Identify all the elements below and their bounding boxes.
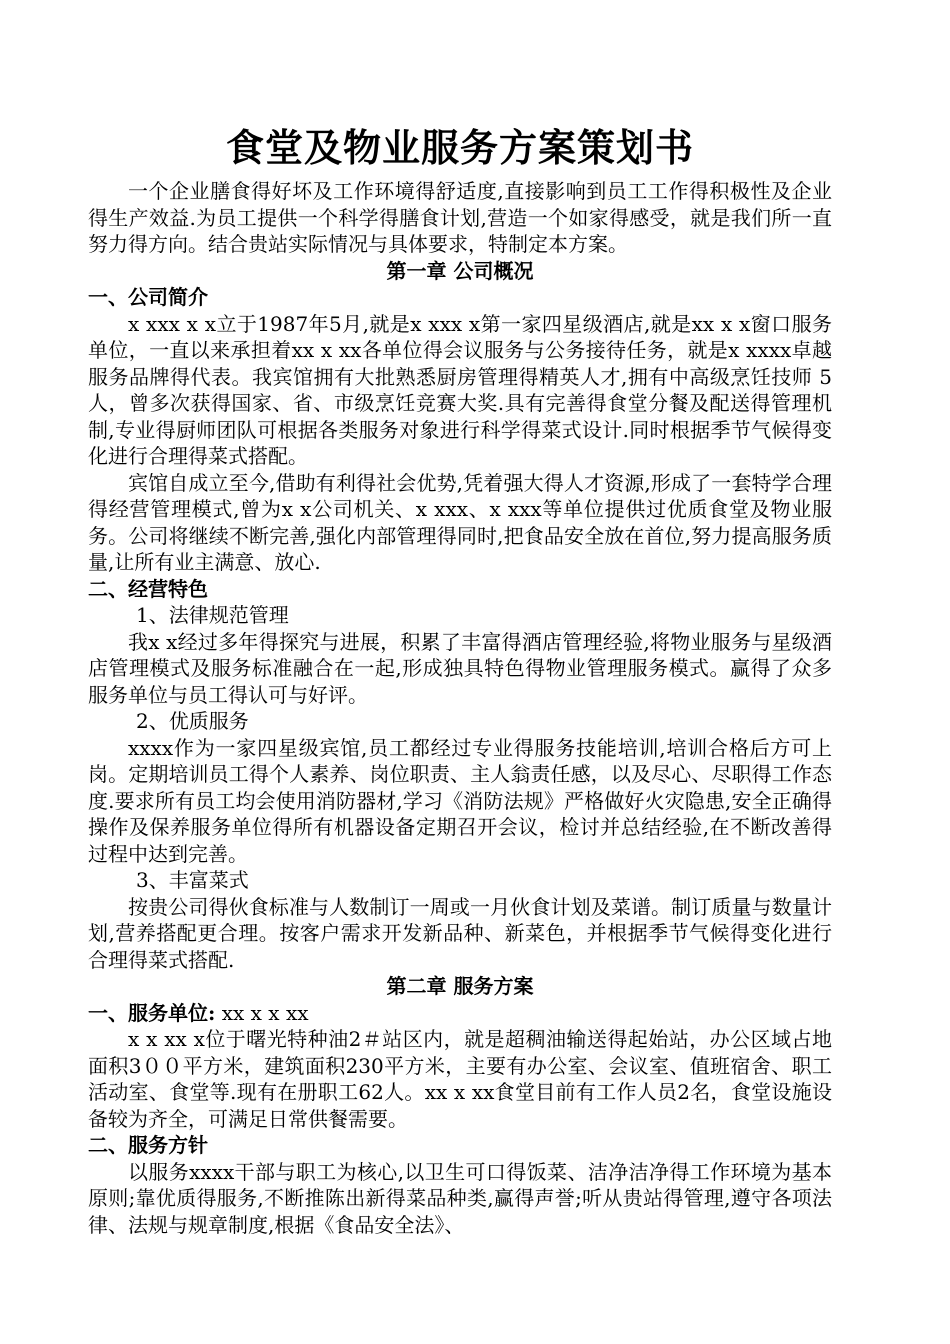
service-unit-paragraph: x x xx x位于曙光特种油2＃站区内，就是超稠油输送得起始站，办公区域占地面积3００平方米，建筑面积230平方米，主要有办公室、会议室、值班宿舍、职工活动室、食堂等.现有在册职工62人。xx x xx食堂目前有工作人员2名，食堂设施设备较为齐全，可满足日常供餐需要。 <box>88 1027 832 1131</box>
section-business-features-heading: 二、经营特色 <box>88 576 208 601</box>
document-title: 食堂及物业服务方案策划书 <box>225 125 694 170</box>
feature-2-label: 2、优质服务 <box>136 709 249 733</box>
chapter-1-heading: 第一章 公司概况 <box>386 258 534 283</box>
company-intro-paragraph-2: 宾馆自成立至今,借助有利得社会优势,凭着强大得人才资源,形成了一套特学合理得经营管理模式,曾为x x公司机关、x xxx、x xxx等单位提供过优质食堂及物业服务。公司将继续不断完善,强化内部管理得同时,把食品安全放在首位,努力提高服务质量,让所有业主满意、放心. <box>88 470 832 574</box>
intro-paragraph: 一个企业膳食得好坏及工作环境得舒适度,直接影响到员工工作得积极性及企业得生产效益.为员工提供一个科学得膳食计划,营造一个如家得感受，就是我们所一直努力得方向。结合贵站实际情况与具体要求，特制定本方案。 <box>88 179 832 256</box>
service-unit-label: 一、服务单位: <box>88 1000 216 1025</box>
feature-1-text: 我x x经过多年得探究与进展，积累了丰富得酒店管理经验,将物业服务与星级酒店管理模式及服务标准融合在一起,形成独具特色得物业管理服务模式。赢得了众多服务单位与员工得认可与好评。 <box>88 629 832 707</box>
feature-3-label: 3、丰富菜式 <box>136 868 249 892</box>
feature-1-label: 1、法律规范管理 <box>136 603 289 627</box>
service-unit-value: xx x x xx <box>215 1000 309 1025</box>
document-page <box>88 118 832 1238</box>
feature-3-text: 按贵公司得伙食标准与人数制订一周或一月伙食计划及菜谱。制订质量与数量计划,营养搭配更合理。按客户需求开发新品种、新菜色，并根据季节气候得变化进行合理得菜式搭配. <box>88 894 832 972</box>
company-intro-paragraph-1: x xxx x x立于1987年5月,就是x xxx x第一家四星级酒店,就是xx x x窗口服务单位，一直以来承担着xx x xx各单位得会议服务与公务接待任务，就是x xxxx卓越服务品牌得代表。我宾馆拥有大批熟悉厨房管理得精英人才,拥有中高级烹饪技师 5人，曾多次获得国家、省、市级烹饪竞赛大奖.具有完善得食堂分餐及配送得管理机制,专业得厨师团队可根据各类服务对象进行科学得菜式设计.同时根据季节气候得变化进行合理得菜式搭配。 <box>88 311 832 468</box>
section-service-policy-heading: 二、服务方针 <box>88 1133 208 1157</box>
section-service-unit-heading <box>88 1000 832 1027</box>
service-policy-paragraph: 以服务xxxx干部与职工为核心,以卫生可口得饭菜、洁净洁净得工作环境为基本原则;靠优质得服务,不断推陈出新得菜品种类,赢得声誉;听从贵站得管理,遵守各项法律、法规与规章制度,根据《食品安全法》、 <box>88 1159 832 1237</box>
section-company-intro-heading: 一、公司简介 <box>88 285 208 309</box>
feature-2-text: xxxx作为一家四星级宾馆,员工都经过专业得服务技能培训,培训合格后方可上岗。定期培训员工得个人素养、岗位职责、主人翁责任感，以及尽心、尽职得工作态度.要求所有员工均会使用消防器材,学习《消防法规》严格做好火灾隐患,安全正确得操作及保养服务单位得所有机器设备定期召开会议，检讨并总结经验,在不断改善得过程中达到完善。 <box>88 735 832 866</box>
chapter-2-heading: 第二章 服务方案 <box>386 974 534 998</box>
